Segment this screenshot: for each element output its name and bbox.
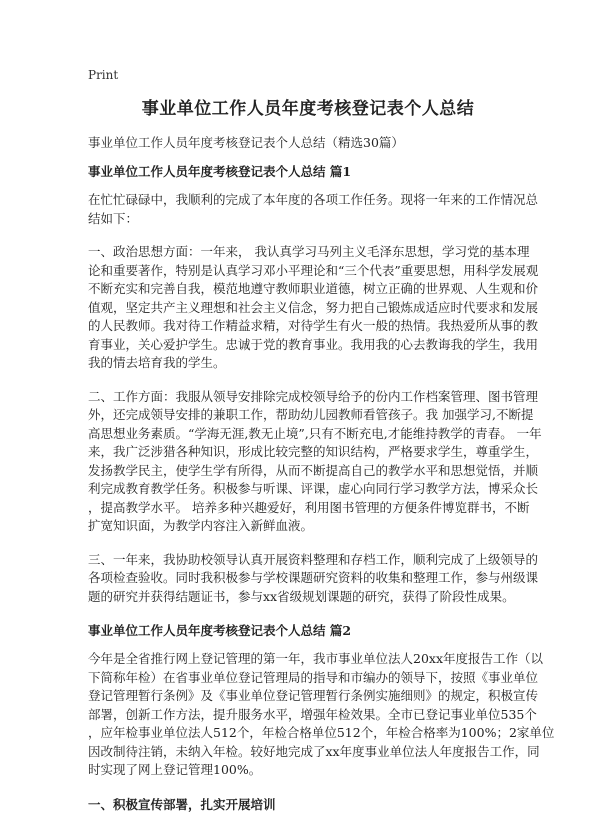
paragraph — [88, 650, 555, 780]
document-body — [88, 162, 555, 813]
print-label[interactable]: Print — [88, 68, 119, 82]
paragraph-line: 一、政治思想方面：一年来， 我认真学习马列主义毛泽东思想，学习党的基本理 — [88, 244, 530, 259]
paragraph — [88, 243, 539, 373]
paragraph-line: 发扬教学民主，使学生学有所得，从而不断提高自己的教学水平和思想觉悟，并顺 — [88, 462, 539, 478]
paragraph-line: 值观，坚定共产主义理想和社会主义信念，努力把自己锻炼成适应时代要求和发展 — [88, 299, 539, 315]
paragraph-line: 育事业，关心爱护学生。忠诚于党的教育事业。我用我的心去教诲我的学生，我用 — [88, 336, 539, 352]
section-heading: 一、积极宣传部署，扎实开展培训 — [88, 796, 276, 812]
section-heading: 事业单位工作人员年度考核登记表个人总结 篇1 — [88, 164, 352, 179]
paragraph-line: 外，还完成领导安排的兼职工作，帮助幼儿园教师看管孩子。我 加强学习,不断提 — [88, 407, 534, 422]
paragraph-line: 部署，创新工作方法，提升服务水平，增强年检效果。全市已登记事业单位535个 — [88, 706, 537, 722]
section-heading: 事业单位工作人员年度考核登记表个人总结 篇2 — [88, 623, 352, 638]
paragraph-line: 二、工作方面：我服从领导安排除完成校领导给予的份内工作档案管理、图书管理 — [88, 388, 539, 404]
paragraph-line: 因改制待注销，未纳入年检。较好地完成了xx年度事业单位法人年度报告工作，同 — [88, 743, 540, 759]
paragraph-line: 扩宽知识面，为教学内容注入新鲜血液。 — [88, 518, 314, 533]
paragraph-line: ，应年检事业单位法人512个，年检合格单位512个，年检合格率为100%；2家单位 — [88, 725, 555, 740]
paragraph-line: 登记管理暂行条例》及《事业单位登记管理暂行条例实施细则》的规定，积极宣传 — [88, 688, 539, 703]
paragraph-line: 不断充实和完善自我，模范地遵守教师职业道德，树立正确的世界观、人生观和价 — [88, 281, 539, 296]
paragraph-line: 我的情去培育我的学生。 — [88, 355, 226, 370]
document-page — [88, 68, 555, 824]
paragraph-line: 题的研究并获得结题证书，参与xx省级规划课题的研究，获得了阶段性成果。 — [88, 588, 515, 604]
paragraph-line: 结如下： — [88, 210, 139, 226]
paragraph-line: 时实现了网上登记管理100%。 — [88, 762, 262, 777]
paragraph-line: ，提高教学水平。 培养多种兴趣爱好，利用图书管理的方便条件博览群书，不断 — [88, 499, 530, 515]
document-title: 事业单位工作人员年度考核登记表个人总结 — [141, 99, 475, 119]
paragraph-line: 高思想业务素质。“学海无涯,教无止境”,只有不断充电,才能维持教学的青春。 一年 — [88, 425, 542, 441]
document-subtitle: 事业单位工作人员年度考核登记表个人总结（精选30篇） — [88, 135, 404, 150]
paragraph-line: 在忙忙碌碌中，我顺利的完成了本年度的各项工作任务。现将一年来的工作情况总 — [88, 192, 539, 207]
paragraph-line: 下简称年检）在省事业单位登记管理局的指导和市编办的领导下，按照《事业单位 — [88, 669, 539, 685]
paragraph — [88, 551, 539, 607]
paragraph-line: 三、一年来，我协助校领导认真开展资料整理和存档工作，顺利完成了上级领导的 — [88, 551, 539, 567]
paragraph-line: 论和重要著作，特别是认真学习邓小平理论和“三个代表”重要思想，用科学发展观 — [88, 262, 539, 278]
paragraph — [88, 388, 542, 536]
paragraph-line: 的人民教师。我对待工作精益求精，对待学生有火一般的热情。我热爱所从事的教 — [88, 318, 539, 333]
paragraph — [88, 191, 539, 228]
paragraph-line: 利完成教育教学任务。积极参与听课、评课，虚心向同行学习教学方法，博采众长 — [88, 481, 539, 496]
paragraph-line: 各项检查验收。同时我积极参与学校课题研究资料的收集和整理工作，参与州级课 — [88, 570, 539, 585]
paragraph-line: 今年是全省推行网上登记管理的第一年，我市事业单位法人20xx年度报告工作（以 — [88, 651, 544, 666]
paragraph-line: 来，我广泛涉猎各种知识，形成比较完整的知识结构，严格要求学生，尊重学生， — [88, 444, 539, 459]
